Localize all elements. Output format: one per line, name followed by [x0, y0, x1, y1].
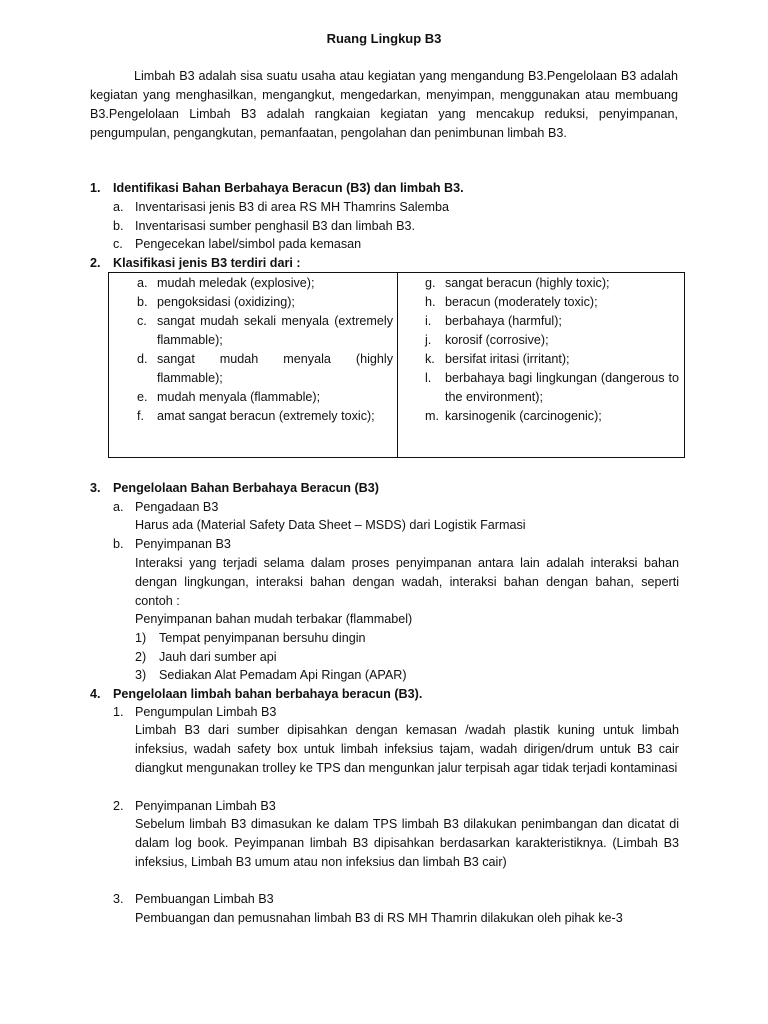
classification-item — [119, 312, 393, 350]
list-marker: m. — [425, 409, 439, 423]
list-marker: h. — [425, 295, 436, 309]
list-marker: c. — [113, 237, 123, 251]
list-marker: l. — [425, 371, 432, 385]
section-heading: Klasifikasi jenis B3 terdiri dari : — [113, 256, 301, 270]
list-marker: f. — [137, 409, 144, 423]
list-text: sangat mudah menyala (highly flammable); — [157, 352, 393, 385]
list-text: Pembuangan Limbah B3 — [135, 892, 274, 906]
classification-item — [119, 293, 393, 312]
classification-item — [119, 274, 393, 293]
list-text: mudah menyala (flammable); — [157, 390, 321, 404]
list-text: beracun (moderately toxic); — [445, 295, 598, 309]
list-marker: a. — [113, 500, 124, 514]
column-divider — [397, 273, 398, 457]
list-text: Pengumpulan Limbah B3 — [135, 705, 277, 719]
classification-item — [407, 312, 679, 331]
list-marker: 1) — [135, 631, 147, 645]
section-heading: Pengelolaan Bahan Berbahaya Beracun (B3) — [113, 481, 379, 495]
list-text: Inventarisasi sumber penghasil B3 dan limbah B3. — [135, 219, 416, 233]
list-marker: g. — [425, 276, 436, 290]
page-title: Ruang Lingkup B3 — [326, 31, 442, 46]
list-text: Jauh dari sumber api — [159, 650, 277, 664]
list-text: sangat mudah sekali menyala (extremely flammable); — [157, 314, 393, 347]
list-text: karsinogenik (carcinogenic); — [445, 409, 602, 423]
section-number: 4. — [90, 687, 101, 701]
classification-item — [407, 293, 679, 312]
list-marker: 1. — [113, 705, 124, 719]
list-text: Pengadaan B3 — [135, 500, 219, 514]
list-marker: a. — [137, 276, 148, 290]
list-marker: a. — [113, 200, 124, 214]
list-text: Tempat penyimpanan bersuhu dingin — [159, 631, 366, 645]
classification-item — [119, 388, 393, 407]
list-text: sangat beracun (highly toxic); — [445, 276, 610, 290]
list-text: Sediakan Alat Pemadam Api Ringan (APAR) — [159, 668, 407, 682]
paragraph: Pembuangan dan pemusnahan limbah B3 di RS MH Thamrin dilakukan oleh pihak ke-3 — [135, 911, 623, 925]
list-marker: b. — [113, 219, 124, 233]
classification-item — [407, 331, 679, 350]
list-text: Pengecekan label/simbol pada kemasan — [135, 237, 362, 251]
paragraph: Interaksi yang terjadi selama dalam proses penyimpanan antara lain adalah interaksi bahan dengan lingkungan, interaksi bahan dengan wadah, interaksi bahan dengan bahan, seperti contoh : — [135, 556, 679, 608]
classification-item — [407, 369, 679, 407]
classification-item — [407, 407, 679, 426]
list-marker: c. — [137, 314, 147, 328]
list-marker: d. — [137, 352, 148, 366]
list-marker: b. — [113, 537, 124, 551]
list-text: pengoksidasi (oxidizing); — [157, 295, 295, 309]
paragraph: Penyimpanan bahan mudah terbakar (flammabel) — [135, 612, 413, 626]
classification-column-left — [119, 274, 393, 426]
list-text: berbahaya (harmful); — [445, 314, 562, 328]
classification-item — [407, 350, 679, 369]
classification-item — [407, 274, 679, 293]
list-text: Inventarisasi jenis B3 di area RS MH Thamrins Salemba — [135, 200, 450, 214]
list-text: amat sangat beracun (extremely toxic); — [157, 409, 375, 423]
section-number: 2. — [90, 256, 101, 270]
paragraph: Harus ada (Material Safety Data Sheet – MSDS) dari Logistik Farmasi — [135, 518, 526, 532]
list-marker: j. — [425, 333, 432, 347]
paragraph: Sebelum limbah B3 dimasukan ke dalam TPS limbah B3 dilakukan penimbangan dan dicatat di dalam log book. Peyimpanan limbah B3 dipisahkan berdasarkan karakteristiknya. (Limbah B3 infeksius, Limbah B3 umum atau non infeksius dan limbah B3 cair) — [135, 817, 679, 869]
list-marker: 3) — [135, 668, 147, 682]
list-marker: k. — [425, 352, 435, 366]
list-text: korosif (corrosive); — [445, 333, 549, 347]
list-marker: e. — [137, 390, 148, 404]
list-text: mudah meledak (explosive); — [157, 276, 315, 290]
list-marker: 3. — [113, 892, 124, 906]
classification-column-right — [407, 274, 679, 426]
section-number: 1. — [90, 181, 101, 195]
section-heading: Pengelolaan limbah bahan berbahaya beracun (B3). — [113, 687, 423, 701]
intro-paragraph: Limbah B3 adalah sisa suatu usaha atau kegiatan yang mengandung B3.Pengelolaan B3 adalah kegiatan yang menghasilkan, mengangkut, mengedarkan, menyimpan, menggunakan atau membuang B3.Pengelolaan Limbah B3 adalah rangkaian kegiatan yang mencakup reduksi, penyimpanan, pengumpulan, pengangkutan, pemanfaatan, pengolahan dan penimbunan limbah B3. — [90, 69, 678, 140]
classification-item — [119, 407, 393, 426]
classification-item — [119, 350, 393, 388]
list-marker: 2) — [135, 650, 147, 664]
list-marker: 2. — [113, 799, 124, 813]
list-text: Penyimpanan Limbah B3 — [135, 799, 276, 813]
list-text: berbahaya bagi lingkungan (dangerous to the environment); — [445, 371, 679, 404]
section-number: 3. — [90, 481, 101, 495]
list-text: Penyimpanan B3 — [135, 537, 231, 551]
list-marker: i. — [425, 314, 432, 328]
paragraph: Limbah B3 dari sumber dipisahkan dengan kemasan /wadah plastik kuning untuk limbah infeksius, wadah safety box untuk limbah infeksius tajam, wadah dirigen/drum untuk B3 cair diangkut mengunakan trolley ke TPS dan mengunkan jalur terpisah agar tidak terjadi kontaminasi — [135, 723, 679, 775]
list-text: bersifat iritasi (irritant); — [445, 352, 570, 366]
section-heading: Identifikasi Bahan Berbahaya Beracun (B3) dan limbah B3. — [113, 181, 464, 195]
list-marker: b. — [137, 295, 148, 309]
classification-table — [108, 272, 685, 458]
